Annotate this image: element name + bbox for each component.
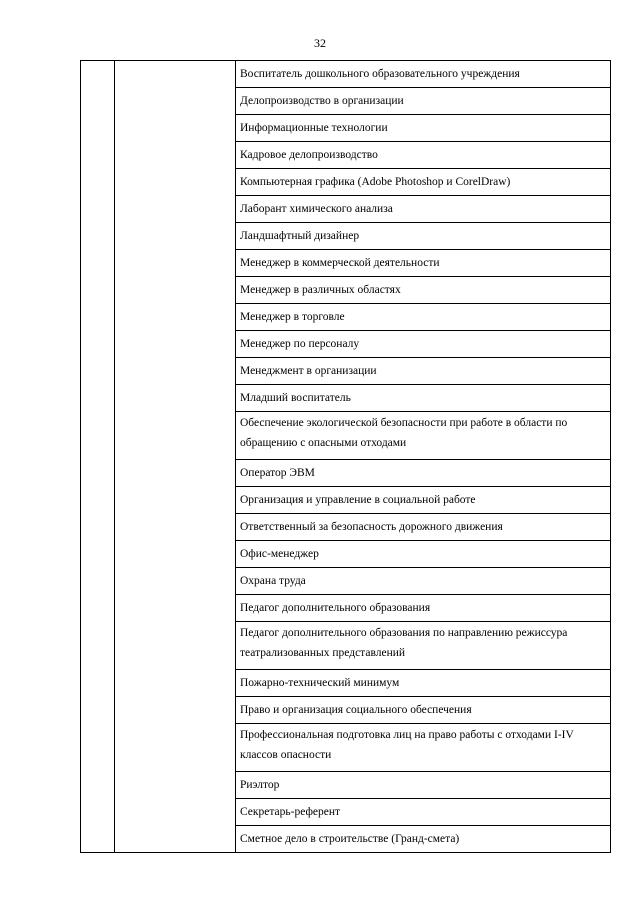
course-name: Охрана труда (240, 575, 306, 587)
course-name: Секретарь-референт (240, 806, 341, 818)
course-name-cell (236, 304, 611, 331)
course-name: Кадровое делопроизводство (240, 149, 378, 161)
course-name: Менеджер по персоналу (240, 338, 360, 350)
course-name-cell (236, 358, 611, 385)
table-row (81, 61, 611, 88)
course-name-cell (236, 412, 611, 460)
page-number: 32 (314, 36, 326, 50)
course-name: Менеджер в различных областях (240, 284, 401, 296)
course-name-cell (236, 196, 611, 223)
course-name-cell (236, 460, 611, 487)
course-name: Педагог дополнительного образования (240, 602, 431, 614)
course-name: Организация и управление в социальной работе (240, 494, 476, 506)
course-name: Компьютерная графика (Adobe Photoshop и CorelDraw) (240, 176, 511, 188)
course-name: Оператор ЭВМ (240, 467, 315, 479)
course-name-cell (236, 88, 611, 115)
course-name: Лаборант химического анализа (240, 203, 393, 215)
course-name-cell (236, 223, 611, 250)
course-name-cell (236, 115, 611, 142)
course-name: Ответственный за безопасность дорожного движения (240, 521, 503, 533)
course-name-cell (236, 385, 611, 412)
course-name-cell (236, 514, 611, 541)
course-name: Ландшафтный дизайнер (240, 230, 360, 242)
course-name-cell (236, 772, 611, 799)
course-name-cell (236, 250, 611, 277)
courses-table-body (81, 61, 611, 853)
course-name: Педагог дополнительного образования по направлению режиссура театрализованных представлений (240, 627, 568, 659)
courses-table (80, 60, 611, 853)
course-name-cell (236, 595, 611, 622)
course-name: Право и организация социального обеспечения (240, 704, 472, 716)
course-name: Менеджмент в организации (240, 365, 377, 377)
course-name: Офис-менеджер (240, 548, 319, 560)
course-name-cell (236, 799, 611, 826)
course-name: Воспитатель дошкольного образовательного учреждения (240, 68, 520, 80)
course-name-cell (236, 697, 611, 724)
course-name-cell (236, 61, 611, 88)
course-name: Риэлтор (240, 779, 280, 791)
number-column-cell (81, 61, 115, 853)
category-column-cell (115, 61, 236, 853)
course-name: Информационные технологии (240, 122, 388, 134)
course-name: Пожарно-технический минимум (240, 677, 400, 689)
course-name: Обеспечение экологической безопасности при работе в области по обращению с опасными отходами (240, 417, 568, 449)
course-name-cell (236, 331, 611, 358)
course-name-cell (236, 142, 611, 169)
course-name-cell (236, 169, 611, 196)
course-name: Младший воспитатель (240, 392, 351, 404)
course-name: Делопроизводство в организации (240, 95, 404, 107)
course-name-cell (236, 826, 611, 853)
course-name-cell (236, 277, 611, 304)
course-name-cell (236, 670, 611, 697)
course-name: Сметное дело в строительстве (Гранд-смета) (240, 833, 460, 845)
course-name: Менеджер в торговле (240, 311, 345, 323)
course-name: Профессиональная подготовка лиц на право работы с отходами I-IV классов опасности (240, 729, 574, 761)
course-name: Менеджер в коммерческой деятельности (240, 257, 440, 269)
course-name-cell (236, 622, 611, 670)
course-name-cell (236, 568, 611, 595)
course-name-cell (236, 724, 611, 772)
course-name-cell (236, 541, 611, 568)
course-name-cell (236, 487, 611, 514)
